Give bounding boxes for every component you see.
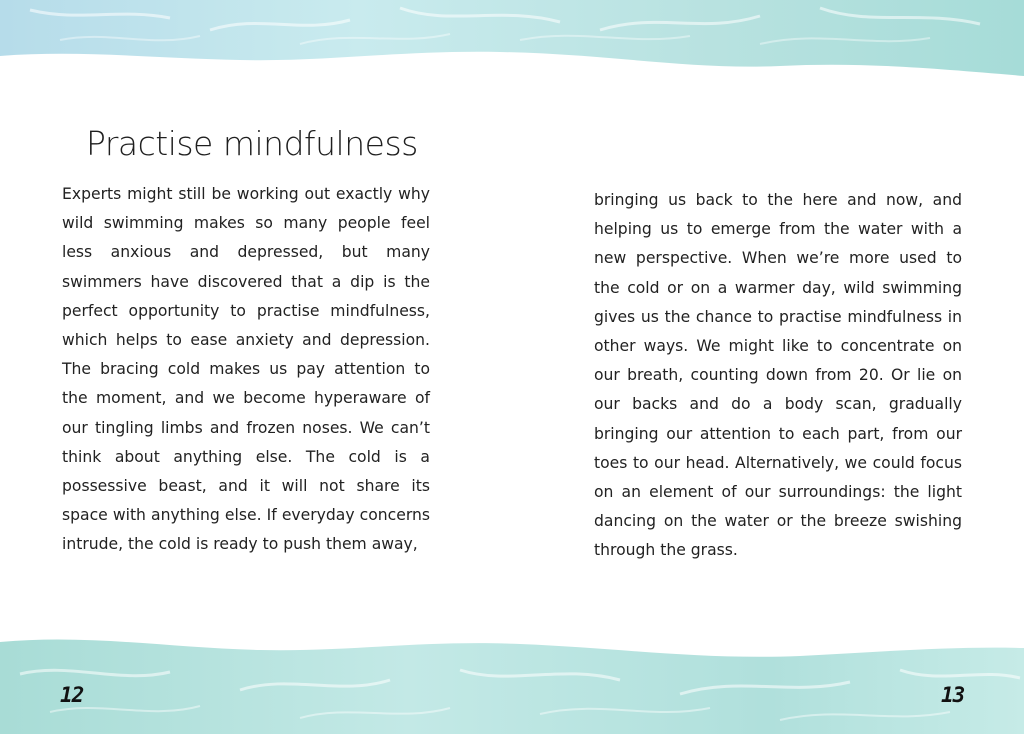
right-page-paragraph: bringing us back to the here and now, and helping us to emerge from the water with a new perspective. When we’re more used to the cold or on a warmer day, wild swimming gives us the chance to practise mindfulness in other ways. We might like to concentrate on our breath, counting down from 20. Or lie on our backs and do a body scan, gradually bringing our attention to each part, from our toes to our head. Alternatively, we could focus on an element of our surroundings: the light dancing on the water or the breeze swishing through the grass.	[594, 191, 962, 560]
left-page-paragraph: Experts might still be working out exactly why wild swimming makes so many people feel less anxious and depressed, but many swimmers have discovered that a dip is the perfect opportunity to practise mindfulness, which helps to ease anxiety and depression. The bracing cold makes us pay attention to the moment, and we become hyperaware of our tingling limbs and frozen noses. We can’t think about anything else. The cold is a possessive beast, and it will not share its space with anything else. If everyday concerns intrude, the cold is ready to push them away,	[62, 185, 430, 554]
right-page-number: 13	[941, 683, 965, 707]
right-page-text-column	[594, 186, 962, 566]
left-page-text-column	[62, 180, 430, 560]
left-page-number: 12	[60, 683, 84, 707]
page-title: Practise mindfulness	[86, 124, 418, 163]
